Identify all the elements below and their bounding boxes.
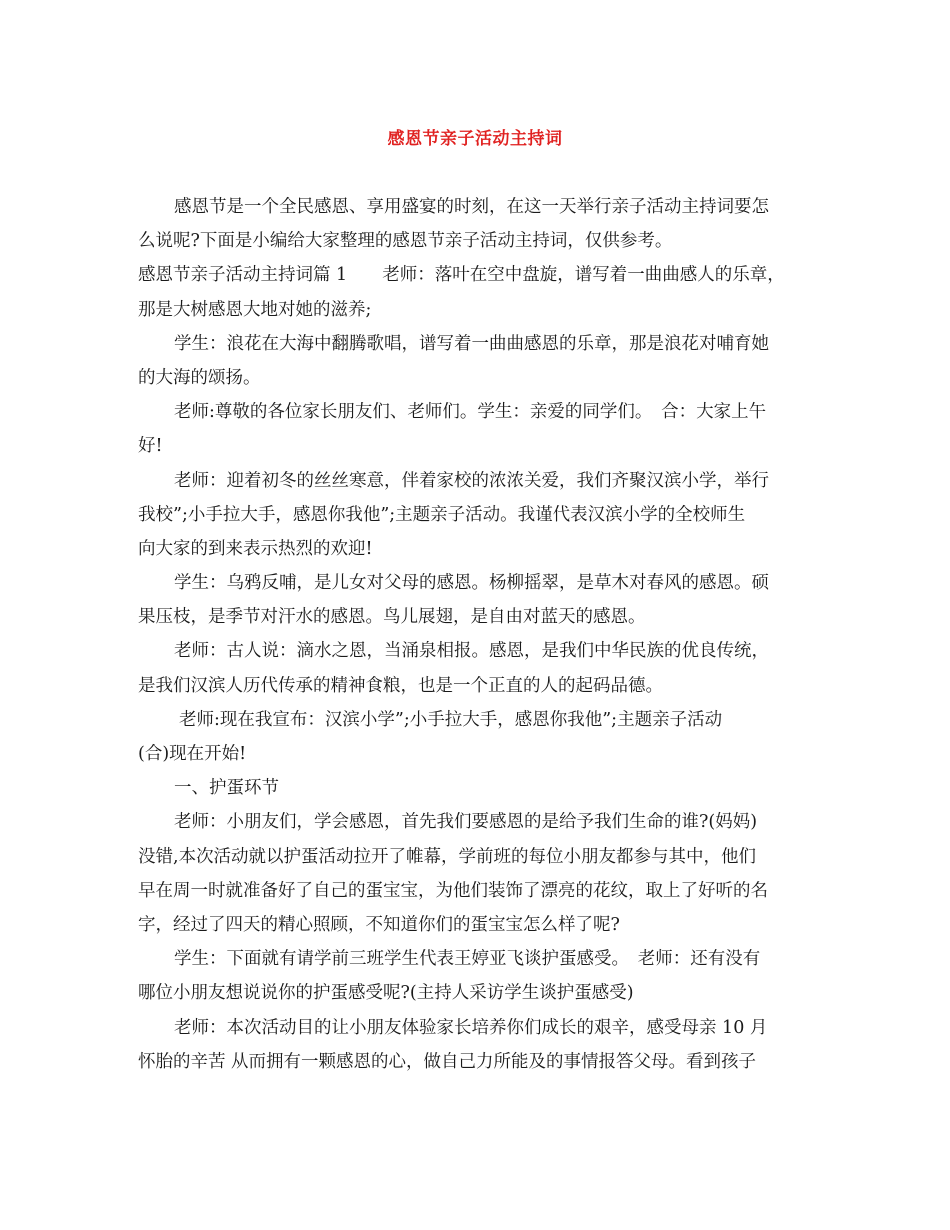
text-line: 字，经过了四天的精心照顾，不知道你们的蛋宝宝怎么样了呢? <box>138 914 620 935</box>
text-line: 么说呢?下面是小编给大家整理的感恩节亲子活动主持词，仅供参考。 <box>138 231 673 252</box>
text-line: 果压枝，是季节对汗水的感恩。鸟儿展翅，是自由对蓝天的感恩。 <box>138 607 646 628</box>
text-line: (合)现在开始! <box>138 744 247 764</box>
text-line: 是我们汉滨人历代传承的精神食粮，也是一个正直的人的起码品德。 <box>138 675 663 696</box>
text-line: 老师:尊敬的各位家长朋友们、老师们。学生：亲爱的同学们。 合：大家上午 <box>174 402 767 423</box>
document-title: 感恩节亲子活动主持词 <box>387 129 563 149</box>
text-line: 怀胎的辛苦 从而拥有一颗感恩的心，做自己力所能及的事情报答父母。看到孩子 <box>138 1051 757 1072</box>
text-line: 老师：迎着初冬的丝丝寒意，伴着家校的浓浓关爱，我们齐聚汉滨小学，举行 <box>174 470 769 491</box>
text-line: 早在周一时就准备好了自己的蛋宝宝，为他们装饰了漂亮的花纹，取上了好听的名 <box>138 880 768 901</box>
text-line: 向大家的到来表示热烈的欢迎! <box>138 538 373 559</box>
text-line: 好! <box>138 436 163 457</box>
text-line: 哪位小朋友想说说你的护蛋感受呢?(主持人采访学生谈护蛋感受) <box>138 983 634 1004</box>
text-line: 没错,本次活动就以护蛋活动拉开了帷幕，学前班的每位小朋友都参与其中，他们 <box>138 846 757 867</box>
document-body <box>138 190 828 1079</box>
text-line: 老师：本次活动目的让小朋友体验家长培养你们成长的艰辛，感受母亲 10 月 <box>174 1017 768 1038</box>
text-line: 的大海的颂扬。 <box>138 367 261 388</box>
text-line: 学生：下面就有请学前三班学生代表王婷亚飞谈护蛋感受。 老师：还有没有 <box>174 949 761 970</box>
text-line: 老师:现在我宣布：汉滨小学”;小手拉大手，感恩你我他”;主题亲子活动 <box>179 709 723 730</box>
text-line: 学生：乌鸦反哺，是儿女对父母的感恩。杨柳摇翠，是草木对春风的感恩。硕 <box>174 573 769 594</box>
text-line: 我校”;小手拉大手，感恩你我他”;主题亲子活动。我谨代表汉滨小学的全校师生 <box>138 504 746 525</box>
section-heading: 一、护蛋环节 <box>174 778 279 799</box>
text-line: 学生：浪花在大海中翻腾歌唱，谱写着一曲曲感恩的乐章，那是浪花对哺育她 <box>174 333 769 354</box>
text-line: 老师：小朋友们，学会感恩，首先我们要感恩的是给予我们生命的谁?(妈妈) <box>174 812 758 833</box>
text-line: 感恩节亲子活动主持词篇 1 老师：落叶在空中盘旋，谱写着一曲曲感人的乐章， <box>138 265 785 286</box>
text-line: 感恩节是一个全民感恩、享用盛宴的时刻，在这一天举行亲子活动主持词要怎 <box>174 197 769 217</box>
text-line: 老师：古人说：滴水之恩，当涌泉相报。感恩，是我们中华民族的优良传统， <box>174 641 769 662</box>
text-line: 那是大树感恩大地对她的滋养; <box>138 299 372 320</box>
